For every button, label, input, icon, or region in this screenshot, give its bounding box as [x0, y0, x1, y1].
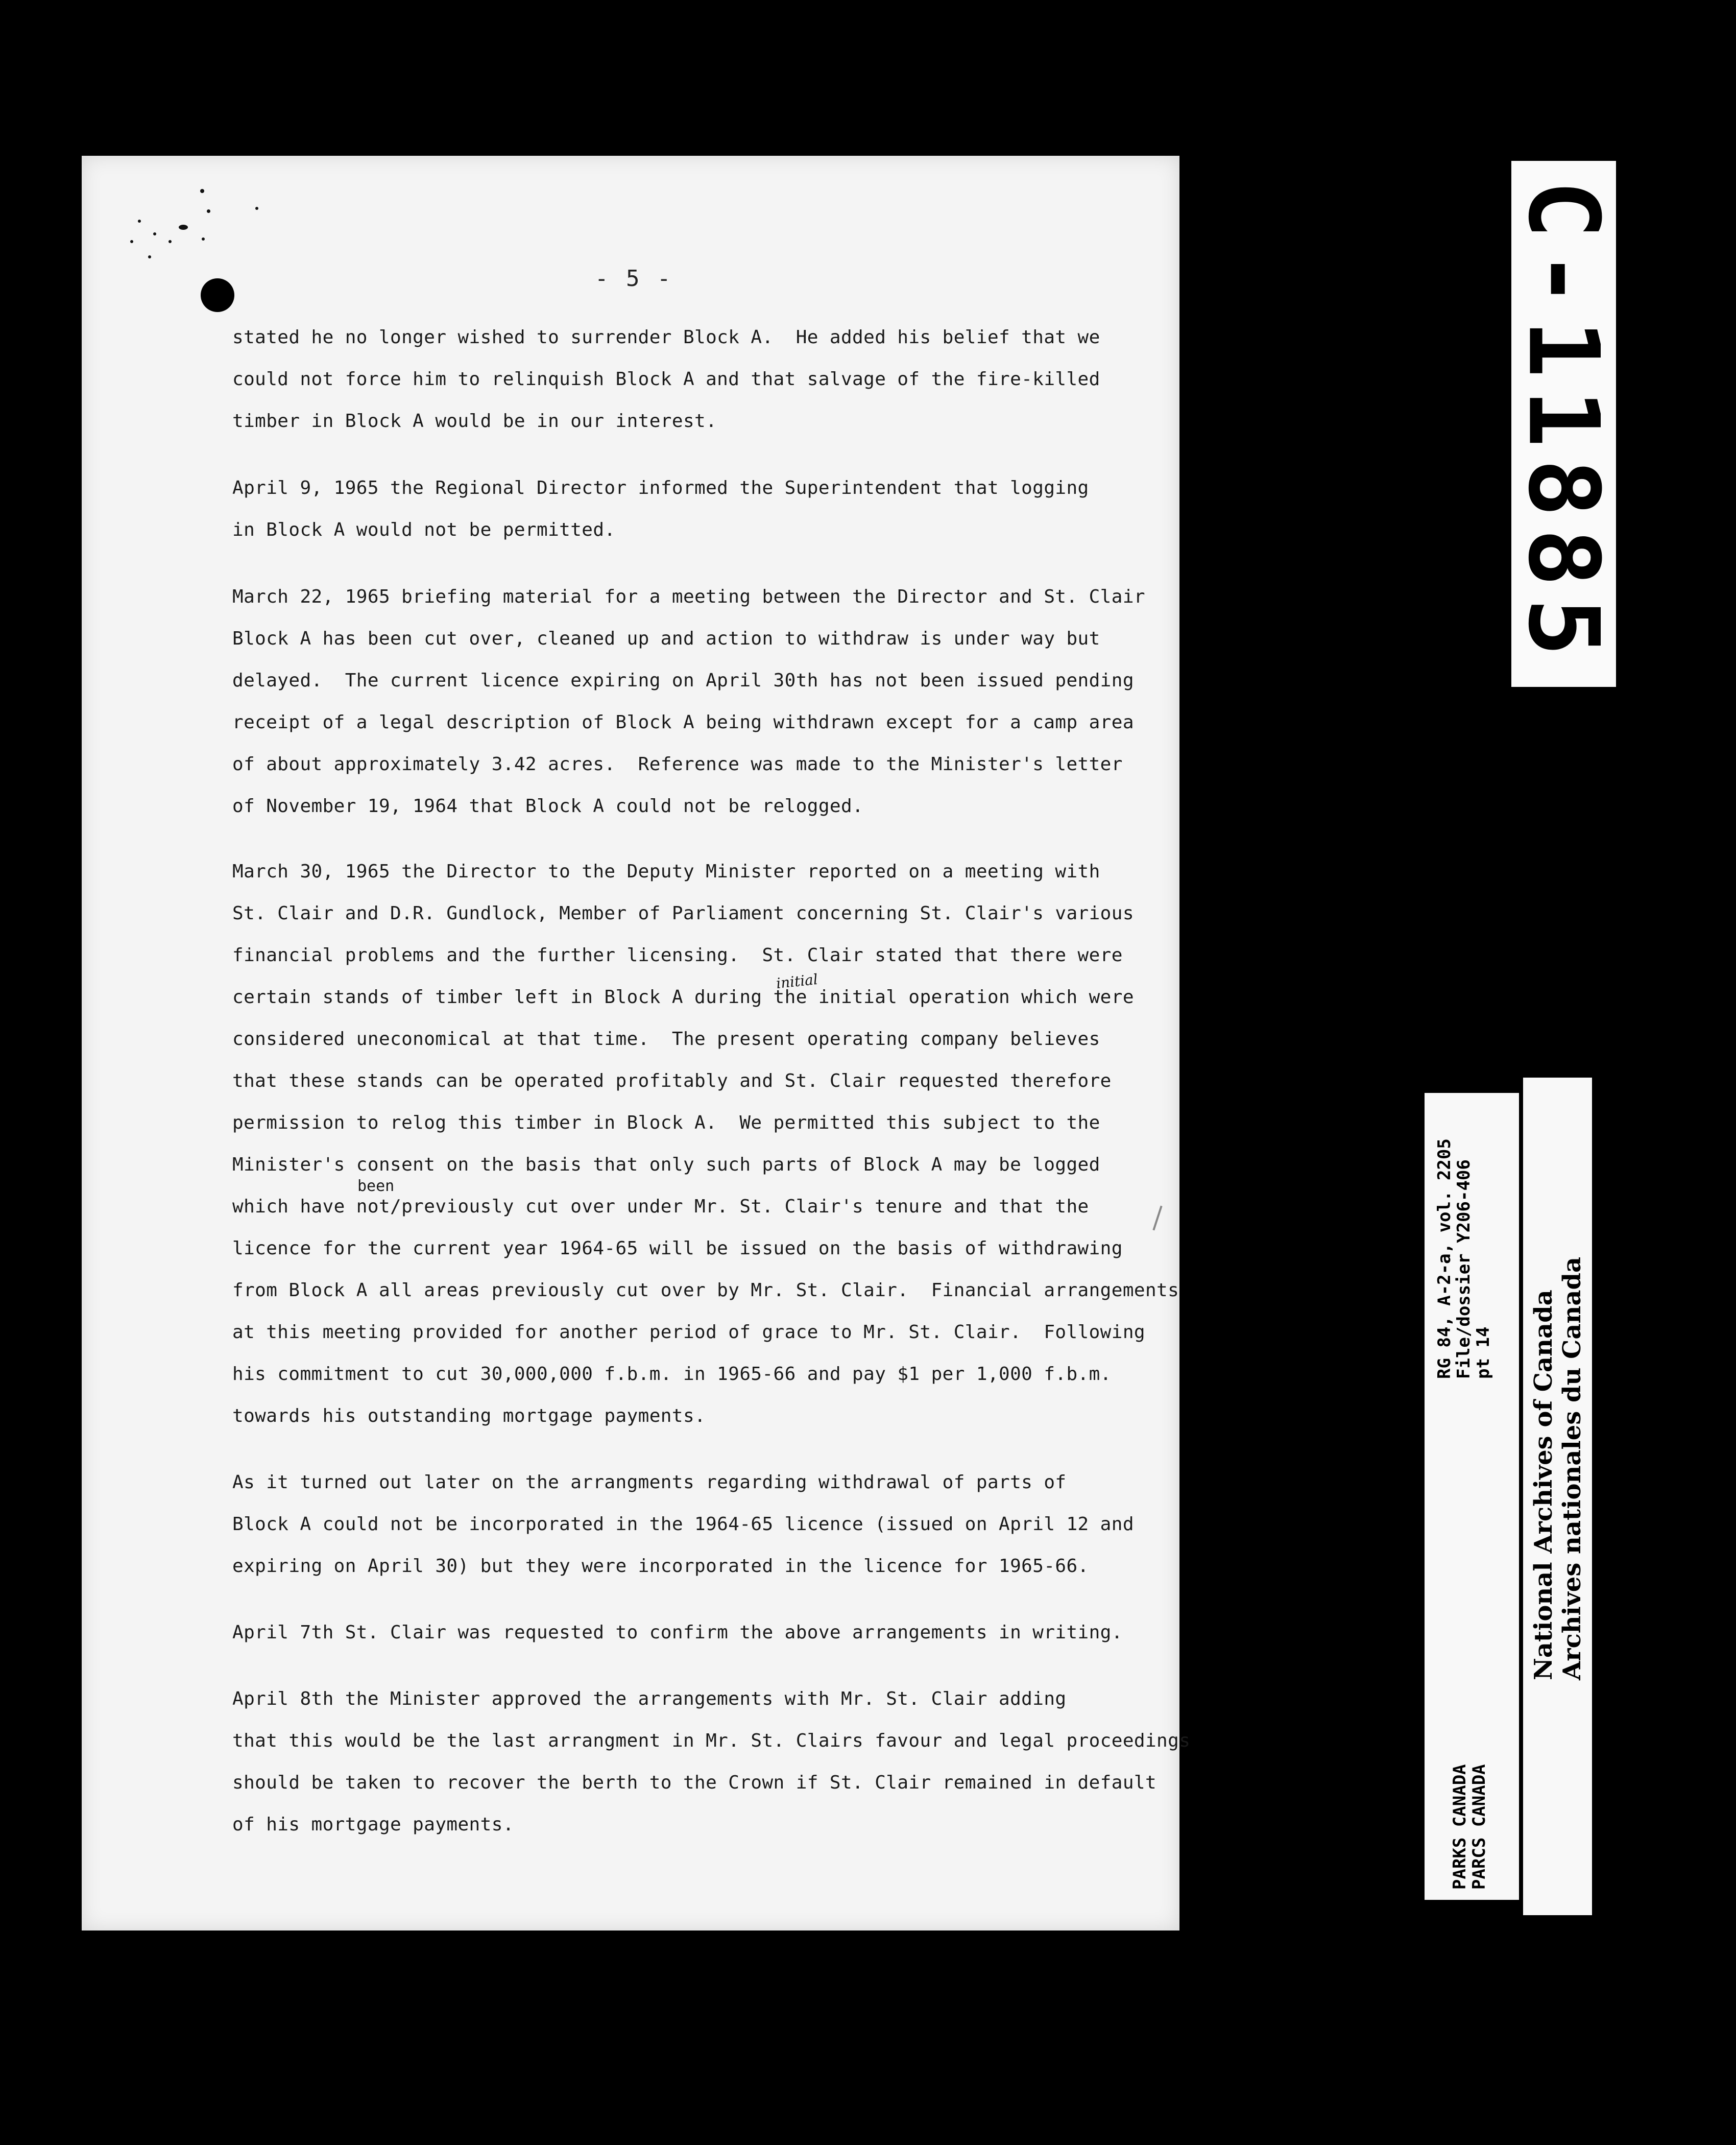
text-line: towards his outstanding mortgage payments.: [232, 1405, 706, 1426]
text-line: which have not/previously cut over under Mr. St. Clair's tenure and that the: [232, 1196, 1089, 1217]
microfilm-number: C-11885: [1507, 180, 1620, 668]
text-line: March 30, 1965 the Director to the Deputy Minister reported on a meeting with: [232, 861, 1100, 882]
text-line: should be taken to recover the berth to the Crown if St. Clair remained in default: [232, 1772, 1157, 1793]
text-line: March 22, 1965 briefing material for a meeting between the Director and St. Clair: [232, 586, 1145, 607]
text-line: that this would be the last arrangment in Mr. St. Clairs favour and legal proceedings: [232, 1730, 1191, 1751]
ink-speck: [168, 240, 172, 243]
text-line: in Block A would not be permitted.: [232, 519, 616, 540]
archival-reference-strip: [1425, 1093, 1519, 1900]
parks-line: PARKS CANADA: [1450, 1764, 1470, 1890]
ink-speck: [148, 255, 151, 258]
page-number: - 5 -: [595, 266, 673, 292]
text-line: certain stands of timber left in Block A during the initial operation which were: [232, 987, 1134, 1008]
reference-line: RG 84, A-2-a, vol. 2205: [1434, 1138, 1455, 1379]
text-line: financial problems and the further licensing. St. Clair stated that there were: [232, 945, 1123, 966]
ink-speck: [130, 240, 133, 243]
text-line: As it turned out later on the arrangments regarding withdrawal of parts of: [232, 1472, 1067, 1493]
text-line: could not force him to relinquish Block A and that salvage of the fire-killed: [232, 369, 1100, 390]
text-line: expiring on April 30) but they were incorporated in the licence for 1965-66.: [232, 1556, 1089, 1577]
punch-hole: [201, 278, 234, 312]
ink-speck: [179, 225, 188, 230]
inserted-word: been: [357, 1177, 395, 1195]
parks-line: PARCS CANADA: [1469, 1764, 1489, 1890]
institution-strip: [1523, 1078, 1592, 1915]
ink-speck: [202, 237, 205, 241]
text-line: from Block A all areas previously cut over by Mr. St. Clair. Financial arrangements: [232, 1280, 1179, 1301]
text-line: timber in Block A would be in our interest.: [232, 411, 717, 432]
text-line: April 9, 1965 the Regional Director informed the Superintendent that logging: [232, 478, 1089, 498]
microfilm-number-strip: [1507, 161, 1620, 687]
text-line: of his mortgage payments.: [232, 1814, 514, 1835]
institution-label: [1529, 1257, 1586, 1680]
institution-line: National Archives of Canada: [1529, 1290, 1558, 1680]
text-line: Block A could not be incorporated in the 1964-65 licence (issued on April 12 and: [232, 1514, 1134, 1535]
ink-speck: [153, 232, 156, 235]
ink-speck: [255, 207, 258, 210]
reference-line: pt 14: [1473, 1326, 1493, 1379]
reference-line: File/dossier Y206-406: [1454, 1159, 1474, 1379]
ink-speck: [138, 220, 141, 223]
text-line: considered uneconomical at that time. The present operating company believes: [232, 1029, 1100, 1050]
text-line: stated he no longer wished to surrender Block A. He added his belief that we: [232, 327, 1100, 348]
text-line: at this meeting provided for another period of grace to Mr. St. Clair. Following: [232, 1322, 1145, 1343]
text-line: his commitment to cut 30,000,000 f.b.m. in 1965-66 and pay $1 per 1,000 f.b.m.: [232, 1364, 1112, 1385]
text-line: April 8th the Minister approved the arrangements with Mr. St. Clair adding: [232, 1688, 1067, 1709]
text-line: of November 19, 1964 that Block A could not be relogged.: [232, 796, 864, 817]
text-line: delayed. The current licence expiring on April 30th has not been issued pending: [232, 670, 1134, 691]
parks-label: [1450, 1764, 1489, 1890]
text-line: that these stands can be operated profitably and St. Clair requested therefore: [232, 1070, 1112, 1091]
reference-label: [1435, 1138, 1493, 1379]
ink-speck: [200, 189, 204, 193]
text-line: St. Clair and D.R. Gundlock, Member of Parliament concerning St. Clair's various: [232, 903, 1134, 924]
text-line: April 7th St. Clair was requested to confirm the above arrangements in writing.: [232, 1622, 1123, 1643]
text-line: of about approximately 3.42 acres. Reference was made to the Minister's letter: [232, 754, 1123, 775]
text-line: Block A has been cut over, cleaned up and action to withdraw is under way but: [232, 628, 1100, 649]
text-line: Minister's consent on the basis that only such parts of Block A may be logged: [232, 1154, 1100, 1175]
text-line: licence for the current year 1964-65 will be issued on the basis of withdrawing: [232, 1238, 1123, 1259]
text-line: receipt of a legal description of Block A being withdrawn except for a camp area: [232, 712, 1134, 733]
text-line: permission to relog this timber in Block A. We permitted this subject to the: [232, 1112, 1100, 1133]
institution-line: Archives nationales du Canada: [1558, 1256, 1586, 1680]
ink-speck: [207, 209, 210, 213]
handwritten-correction: initial: [775, 970, 819, 992]
